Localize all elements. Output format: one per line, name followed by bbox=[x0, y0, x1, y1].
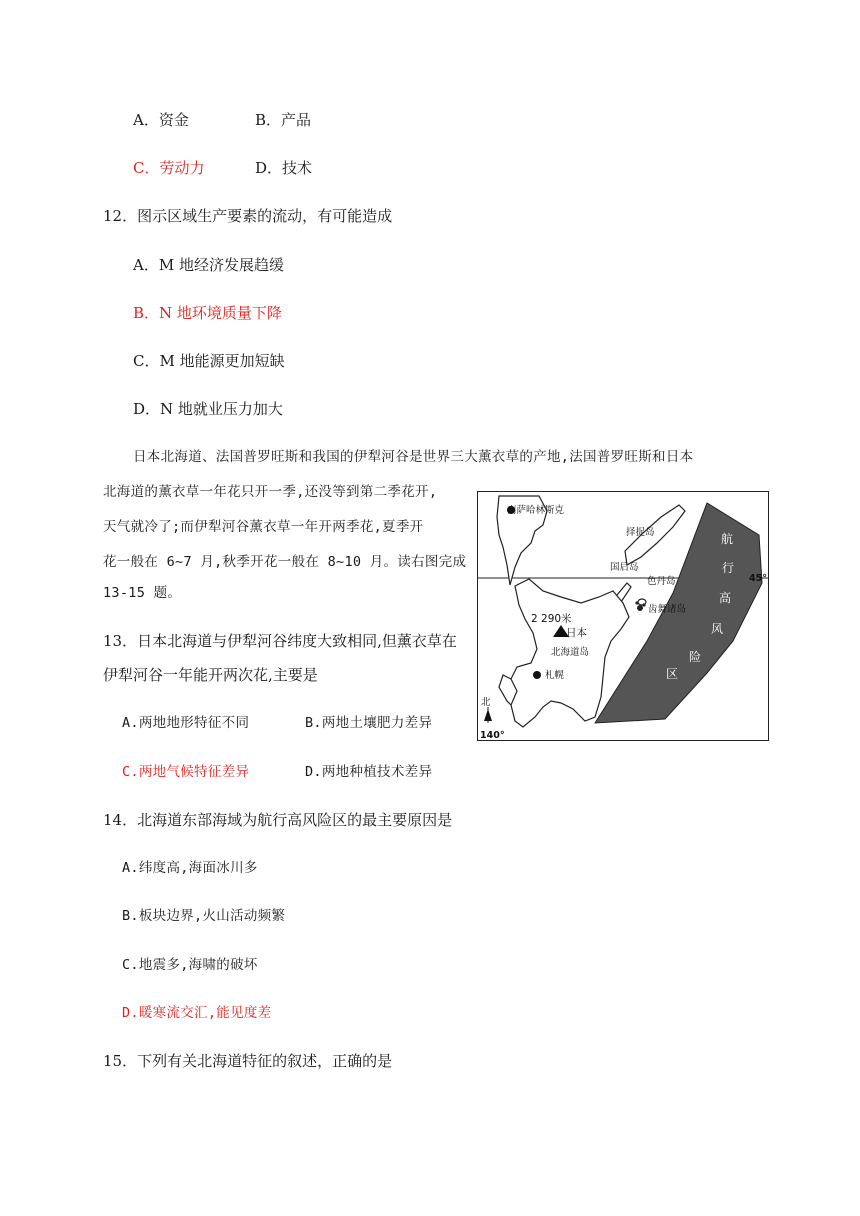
map-label-peak: 2 290米 bbox=[531, 613, 572, 625]
map-label-guohou: 国后岛 bbox=[610, 562, 639, 573]
map-label-chiwu: 齿舞诸岛 bbox=[648, 604, 687, 615]
hokkaido-map bbox=[477, 491, 769, 741]
zone-char-3: 高 bbox=[719, 591, 732, 605]
zone-char-5: 险 bbox=[689, 650, 702, 664]
passage-line-4: 花一般在 6~7 月,秋季开花一般在 8~10 月。读右图完成 bbox=[103, 554, 467, 570]
q14-option-d: D.暖寒流交汇,能见度差 bbox=[122, 1005, 272, 1021]
q12-stem: 12．图示区域生产要素的流动，有可能造成 bbox=[103, 207, 393, 225]
q13-option-d: D.两地种植技术差异 bbox=[305, 764, 433, 780]
q13-option-a: A.两地地形特征不同 bbox=[122, 715, 250, 731]
q12-option-a: A．M 地经济发展趋缓 bbox=[133, 256, 284, 274]
q13-option-b: B.两地土壤肥力差异 bbox=[305, 715, 433, 731]
map-label-lon: 140° bbox=[480, 730, 505, 741]
passage-line-5: 13-15 题。 bbox=[103, 585, 182, 601]
q12-option-c: C．M 地能源更加短缺 bbox=[133, 352, 285, 370]
map-label-sapporo: 札幌 bbox=[545, 670, 565, 681]
q14-option-c: C.地震多,海啸的破坏 bbox=[122, 957, 258, 973]
q14-stem: 14．北海道东部海域为航行高风险区的最主要原因是 bbox=[103, 811, 453, 829]
zone-char-4: 风 bbox=[711, 622, 724, 636]
q11-option-b: B．产品 bbox=[255, 111, 312, 129]
q14-option-a: A.纬度高,海面冰川多 bbox=[122, 860, 258, 876]
q11-option-a: A．资金 bbox=[133, 111, 189, 129]
zone-char-6: 区 bbox=[666, 667, 679, 681]
map-label-hokkaido: 北海道岛 bbox=[551, 647, 590, 658]
map-label-lat: 45° bbox=[749, 573, 767, 584]
q13-option-c: C.两地气候特征差异 bbox=[122, 764, 250, 780]
q15-stem: 15．下列有关北海道特征的叙述，正确的是 bbox=[103, 1052, 393, 1070]
passage-line-3: 天气就冷了;而伊犁河谷薰衣草一年开两季花,夏季开 bbox=[103, 519, 424, 535]
q12-option-b: B．N 地环境质量下降 bbox=[133, 304, 282, 322]
map-label-sedan: 色丹岛 bbox=[647, 576, 676, 587]
q12-option-d: D．N 地就业压力加大 bbox=[133, 400, 283, 418]
q14-option-b: B.板块边界,火山活动频繁 bbox=[122, 908, 286, 924]
q11-option-d: D．技术 bbox=[255, 159, 313, 177]
map-label-zeze: 择捉岛 bbox=[626, 527, 655, 538]
map-label-nanhalin: 南萨哈林斯克 bbox=[507, 505, 565, 516]
map-label-north: 北 bbox=[481, 697, 491, 708]
q13-stem-line-2: 伊犁河谷一年能开两次花,主要是 bbox=[103, 666, 318, 684]
zone-char-1: 航 bbox=[721, 532, 734, 546]
map-label-japan: 日本 bbox=[566, 627, 587, 639]
q11-option-c: C．劳动力 bbox=[133, 159, 205, 177]
sapporo-city-dot bbox=[533, 671, 541, 679]
passage-line-1: 日本北海道、法国普罗旺斯和我国的伊犁河谷是世界三大薰衣草的产地,法国普罗旺斯和日本 bbox=[133, 449, 694, 465]
q13-stem-line-1: 13．日本北海道与伊犁河谷纬度大致相同,但薰衣草在 bbox=[103, 632, 457, 650]
passage-line-2: 北海道的薰衣草一年花只开一季,还没等到第二季花开, bbox=[103, 484, 438, 500]
zone-char-2: 行 bbox=[722, 561, 735, 575]
